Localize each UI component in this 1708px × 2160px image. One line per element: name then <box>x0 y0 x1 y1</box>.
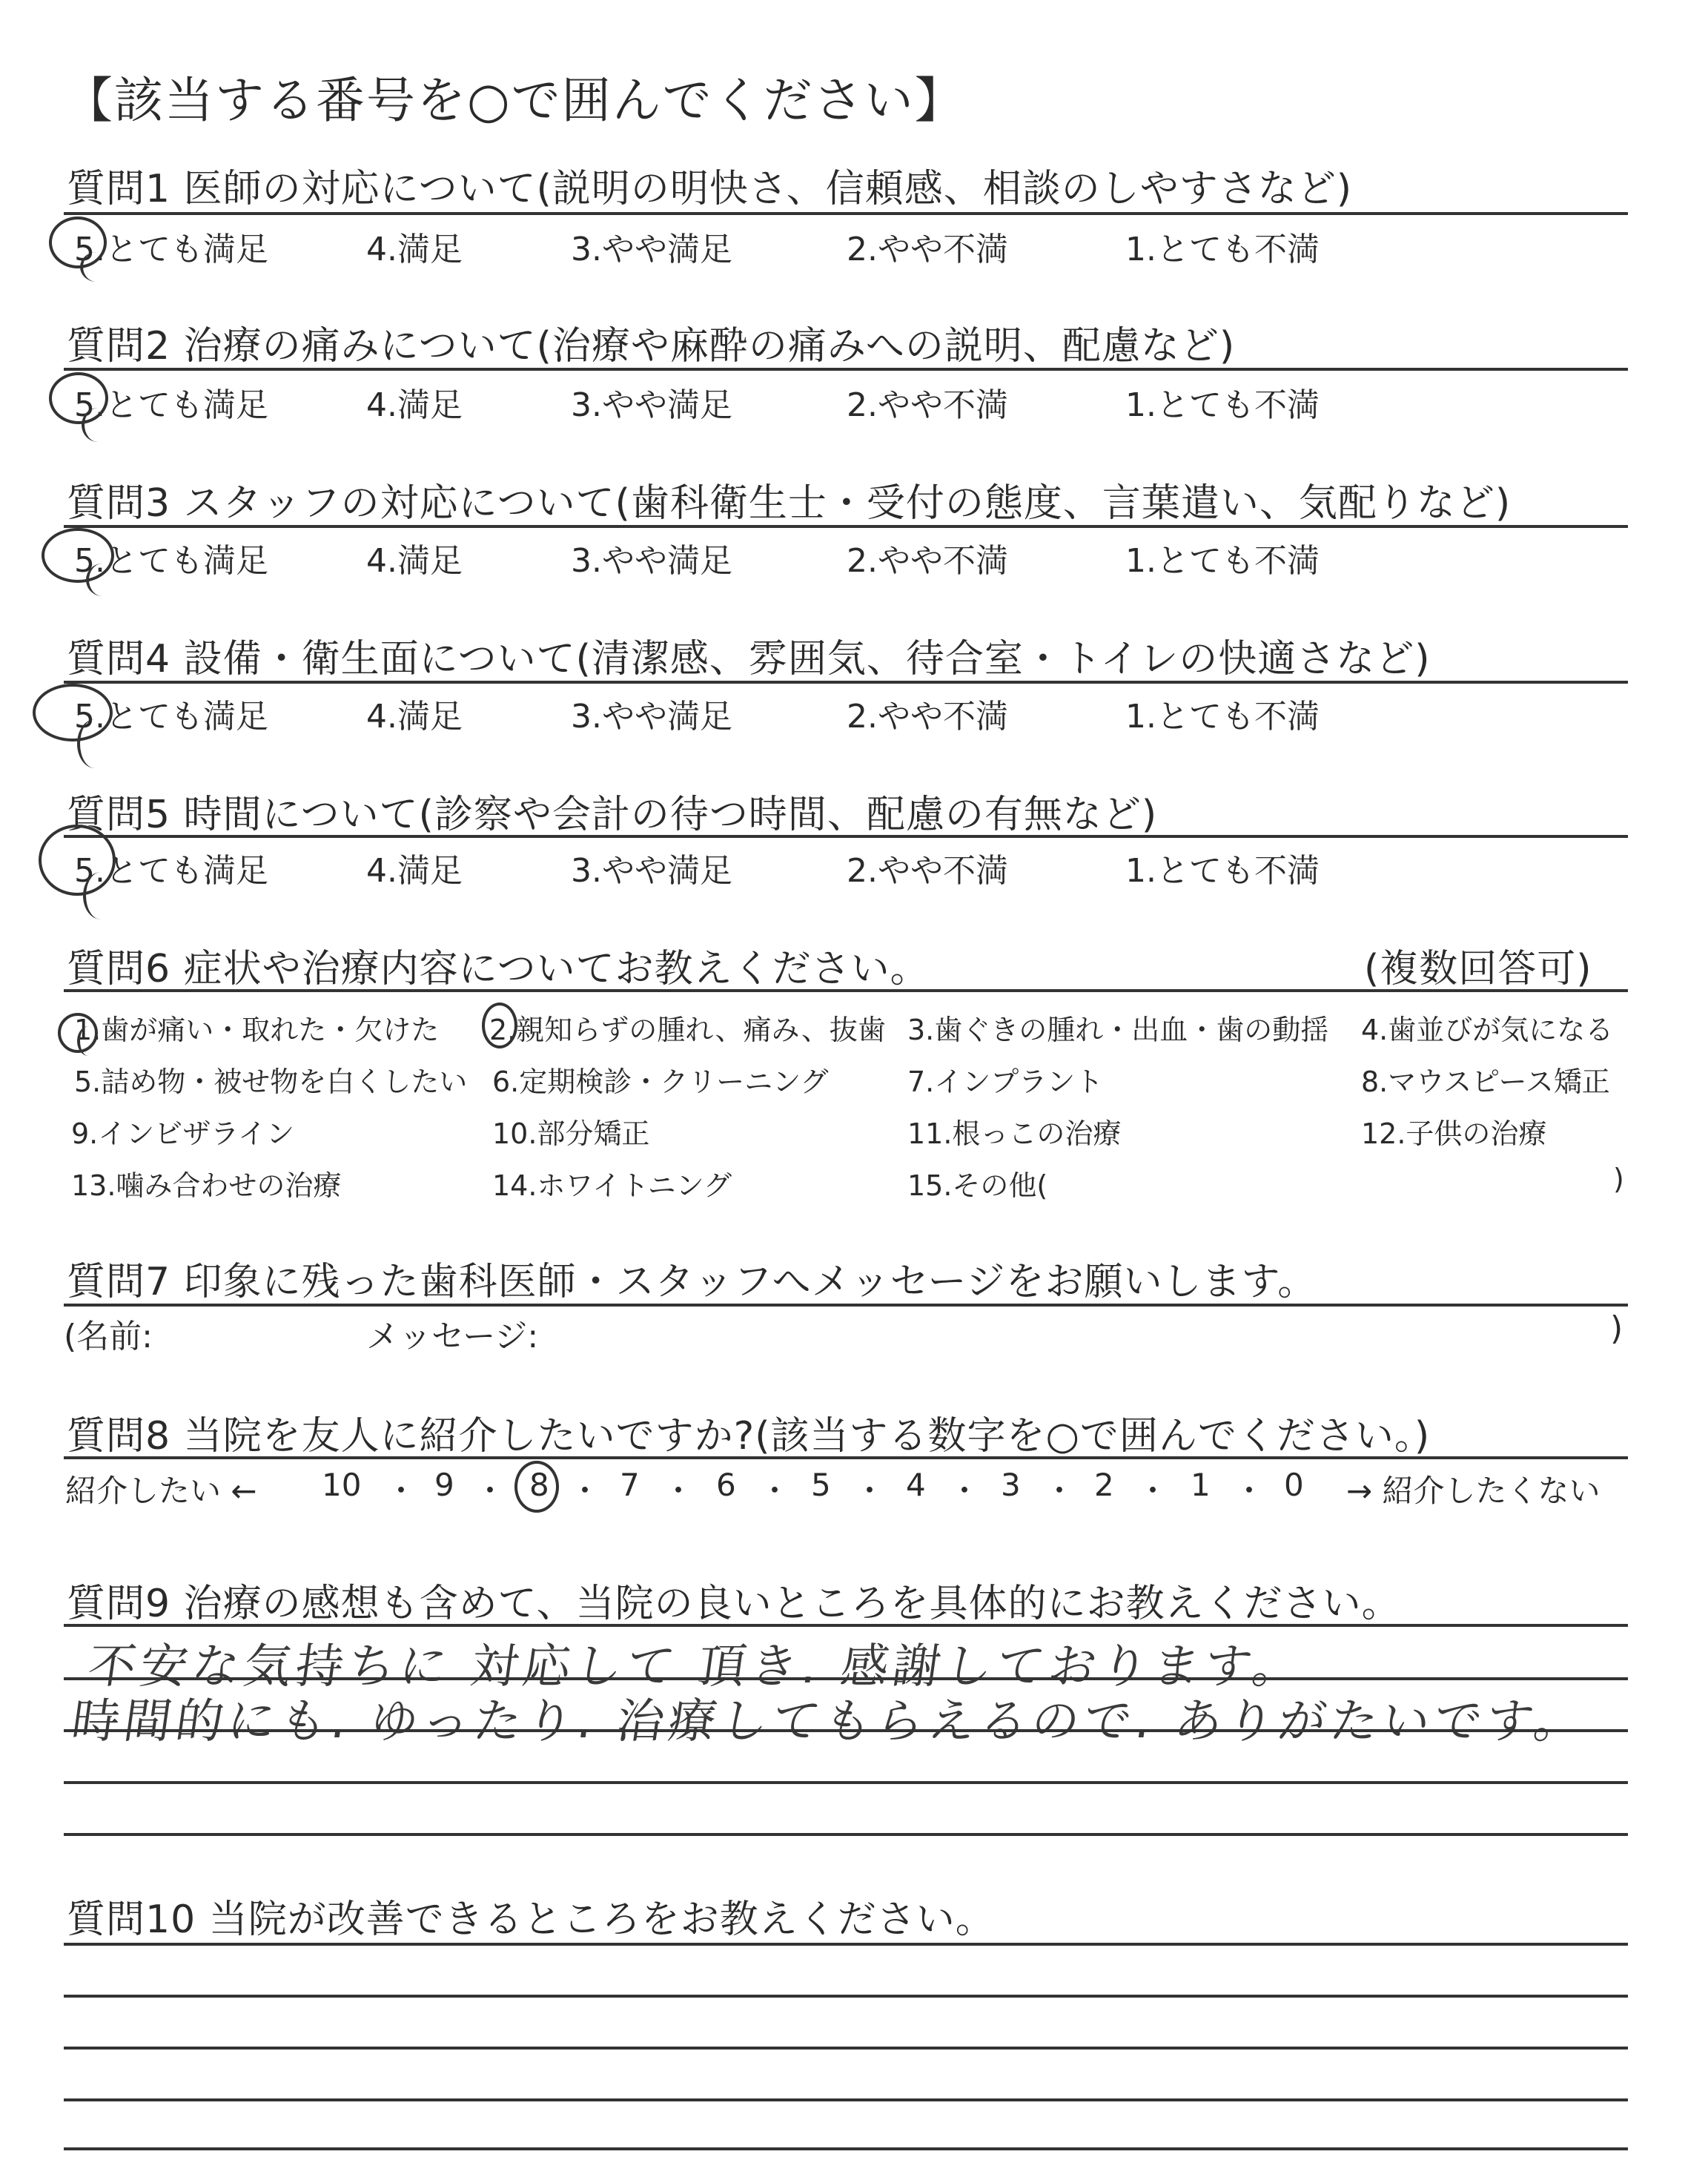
scale-dot: ・ <box>474 1473 506 1509</box>
option-4[interactable]: 4.満足 <box>366 698 463 736</box>
divider <box>64 989 1628 992</box>
symptom-10[interactable]: 10.部分矯正 <box>492 1117 650 1150</box>
symptom-13[interactable]: 13.噛み合わせの治療 <box>71 1169 342 1202</box>
scale-dot: ・ <box>1137 1473 1169 1509</box>
symptom-2[interactable]: 2.親知らずの腫れ、痛み、抜歯 <box>489 1014 886 1046</box>
scale-6[interactable]: 6 <box>716 1467 736 1503</box>
symptom-14[interactable]: 14.ホワイトニング <box>492 1169 732 1202</box>
question-title: 質問3 スタッフの対応について(歯科衛生士・受付の態度、言葉遣い、気配りなど) <box>67 481 1512 526</box>
option-5[interactable]: 5.とても満足 <box>74 386 268 424</box>
option-3[interactable]: 3.やや満足 <box>571 542 732 580</box>
question-title: 質問8 当院を友人に紹介したいですか?(該当する数字を○で囲んでください。) <box>67 1414 1431 1459</box>
divider <box>64 1304 1628 1307</box>
option-5[interactable]: 5.とても満足 <box>74 542 268 580</box>
symptom-7[interactable]: 7.インプラント <box>907 1066 1104 1098</box>
question-title: 質問7 印象に残った歯科医師・スタッフへメッセージをお願いします。 <box>67 1260 1317 1304</box>
option-3[interactable]: 3.やや満足 <box>571 852 732 890</box>
answer-line <box>64 2098 1628 2101</box>
scale-8[interactable]: 8 <box>529 1467 549 1503</box>
option-2[interactable]: 2.やや不満 <box>847 698 1008 736</box>
option-3[interactable]: 3.やや満足 <box>571 231 732 268</box>
divider <box>64 835 1628 838</box>
symptom-5[interactable]: 5.詰め物・被せ物を白くしたい <box>74 1066 468 1098</box>
pen-stroke <box>86 564 119 596</box>
divider <box>64 525 1628 528</box>
question-title: 質問9 治療の感想も含めて、当院の良いところを具体的にお教えください。 <box>67 1582 1401 1626</box>
scale-3[interactable]: 3 <box>1001 1467 1021 1503</box>
scale-7[interactable]: 7 <box>620 1467 640 1503</box>
scale-dot: ・ <box>1044 1473 1076 1509</box>
question-title: 質問1 医師の対応について(説明の明快さ、信頼感、相談のしやすさなど) <box>67 167 1353 211</box>
answer-line <box>64 1729 1628 1732</box>
divider <box>64 1943 1628 1946</box>
symptom-6[interactable]: 6.定期検診・クリーニング <box>492 1066 829 1098</box>
divider <box>64 1624 1628 1627</box>
selection-circle <box>514 1461 559 1513</box>
answer-line <box>64 1833 1628 1836</box>
answer-line <box>64 1677 1628 1680</box>
pen-stroke <box>80 252 113 282</box>
question-title: 質問6 症状や治療内容についてお教えください。 <box>67 947 930 991</box>
pen-stroke <box>82 408 114 442</box>
handwritten-answer-line-1: 不安な気持ちに 対応して 頂き. 感謝しております。 <box>84 1639 1308 1694</box>
scale-dot: ・ <box>1234 1473 1265 1509</box>
name-label: (名前: <box>64 1318 153 1355</box>
message-label: メッセージ: <box>366 1318 539 1355</box>
symptom-11[interactable]: 11.根っこの治療 <box>907 1117 1122 1150</box>
option-2[interactable]: 2.やや不満 <box>847 386 1008 424</box>
scale-5[interactable]: 5 <box>811 1467 831 1503</box>
scale-2[interactable]: 2 <box>1094 1467 1114 1503</box>
option-2[interactable]: 2.やや不満 <box>847 852 1008 890</box>
scale-4[interactable]: 4 <box>906 1467 926 1503</box>
divider <box>64 681 1628 684</box>
form-title: 【該当する番号を○で囲んでください】 <box>64 72 965 129</box>
symptom-1[interactable]: 1.歯が痛い・取れた・欠けた <box>74 1014 440 1046</box>
symptom-15-other[interactable]: 15.その他( <box>907 1169 1048 1202</box>
option-3[interactable]: 3.やや満足 <box>571 698 732 736</box>
symptom-4[interactable]: 4.歯並びが気になる <box>1361 1014 1614 1046</box>
close-paren: ) <box>1610 1309 1623 1347</box>
option-3[interactable]: 3.やや満足 <box>571 386 732 424</box>
other-close-paren: ) <box>1613 1163 1624 1195</box>
option-5[interactable]: 5.とても満足 <box>74 698 268 736</box>
symptom-8[interactable]: 8.マウスピース矯正 <box>1361 1066 1610 1098</box>
option-1[interactable]: 1.とても不満 <box>1125 698 1320 736</box>
handwritten-answer-line-2: 時間的にも. ゆったり. 治療してもらえるので. ありがたいです。 <box>67 1694 1590 1749</box>
scale-dot: ・ <box>663 1473 695 1509</box>
option-1[interactable]: 1.とても不満 <box>1125 542 1320 580</box>
option-4[interactable]: 4.満足 <box>366 542 463 580</box>
scale-dot: ・ <box>569 1473 601 1509</box>
scale-10[interactable]: 10 <box>322 1467 362 1503</box>
option-5[interactable]: 5.とても満足 <box>74 852 268 890</box>
symptom-12[interactable]: 12.子供の治療 <box>1361 1117 1547 1150</box>
option-1[interactable]: 1.とても不満 <box>1125 852 1320 890</box>
multi-answer-note: (複数回答可) <box>1364 947 1592 991</box>
divider <box>64 212 1628 215</box>
scale-0[interactable]: 0 <box>1284 1467 1304 1503</box>
divider <box>64 368 1628 371</box>
option-4[interactable]: 4.満足 <box>366 231 463 268</box>
symptom-3[interactable]: 3.歯ぐきの腫れ・出血・歯の動揺 <box>907 1014 1329 1046</box>
scale-dot: ・ <box>949 1473 981 1509</box>
question-title: 質問2 治療の痛みについて(治療や麻酔の痛みへの説明、配慮など) <box>67 324 1236 369</box>
pen-stroke <box>77 1026 99 1056</box>
answer-line <box>64 1995 1628 1998</box>
selection-circle <box>482 1003 517 1048</box>
question-title: 質問10 当院が改善できるところをお教えください。 <box>67 1898 995 1942</box>
pen-stroke <box>83 872 119 919</box>
recommend-right-label: → 紹介したくない <box>1346 1473 1601 1509</box>
scale-dot: ・ <box>759 1473 791 1509</box>
option-2[interactable]: 2.やや不満 <box>847 542 1008 580</box>
question-title: 質問5 時間について(診察や会計の待つ時間、配慮の有無など) <box>67 793 1158 837</box>
option-5[interactable]: 5.とても満足 <box>74 231 268 268</box>
option-1[interactable]: 1.とても不満 <box>1125 386 1320 424</box>
symptom-9[interactable]: 9.インビザライン <box>71 1117 295 1150</box>
option-4[interactable]: 4.満足 <box>366 852 463 890</box>
option-1[interactable]: 1.とても不満 <box>1125 231 1320 268</box>
answer-line <box>64 2047 1628 2050</box>
option-4[interactable]: 4.満足 <box>366 386 463 424</box>
pen-stroke <box>77 719 113 768</box>
recommend-left-label: 紹介したい ← <box>65 1473 257 1509</box>
scale-dot: ・ <box>385 1473 417 1509</box>
question-title: 質問4 設備・衛生面について(清潔感、雰囲気、待合室・トイレの快適さなど) <box>67 637 1431 681</box>
scale-9[interactable]: 9 <box>434 1467 454 1503</box>
scale-dot: ・ <box>854 1473 886 1509</box>
option-2[interactable]: 2.やや不満 <box>847 231 1008 268</box>
answer-line <box>64 2147 1628 2150</box>
scale-1[interactable]: 1 <box>1191 1467 1211 1503</box>
answer-line <box>64 1781 1628 1784</box>
divider <box>64 1456 1628 1459</box>
